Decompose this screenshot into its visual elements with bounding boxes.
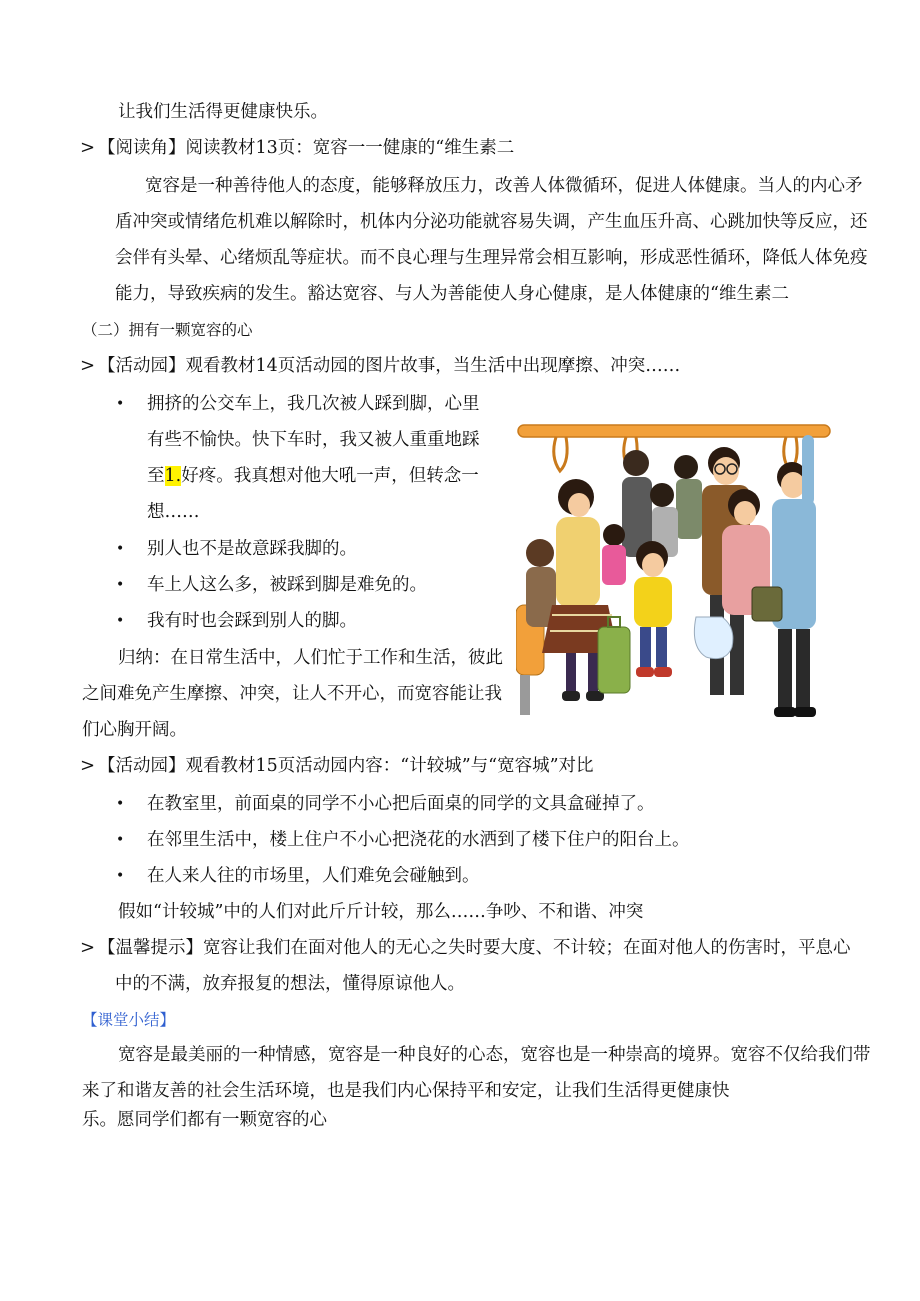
reading-line: 盾冲突或情绪危机难以解除时，机体内分泌功能就容易失调，产生血压升高、心跳加快等反应，还 xyxy=(115,212,868,232)
list-item: 在人来人往的市场里，人们难免会碰触到。 xyxy=(147,866,480,886)
arrow-marker: > xyxy=(80,755,96,776)
list-item: 我有时也会踩到别人的脚。 xyxy=(147,611,357,631)
summary-paragraph-line: 宽容是最美丽的一种情感，宽容是一种良好的心态，宽容也是一种崇高的境界。宽容不仅给我们带 xyxy=(118,1045,871,1065)
list-item: 车上人这么多，被踩到脚是难免的。 xyxy=(147,575,427,595)
tip-line: 中的不满，放弃报复的想法，懂得原谅他人。 xyxy=(115,974,465,994)
list-item: 在邻里生活中，楼上住户不小心把浇花的水洒到了楼下住户的阳台上。 xyxy=(147,830,690,850)
summary-line: 们心胸开阔。 xyxy=(82,720,187,740)
reading-line: 能力，导致疾病的发生。豁达宽容、与人为善能使人身心健康，是人体健康的“维生素二 xyxy=(115,284,789,304)
tip-line: 【温馨提示】宽容让我们在面对他人的无心之失时要大度、不计较；在面对他人的伤害时，平息心 xyxy=(98,938,851,958)
story-line: 有些不愉快。快下车时，我又被人重重地踩 xyxy=(147,430,480,450)
arrow-marker: > xyxy=(80,355,96,376)
summary-paragraph-line: 乐。愿同学们都有一颗宽容的心 xyxy=(82,1110,327,1130)
bullet-icon: • xyxy=(116,541,125,557)
bullet-icon: • xyxy=(116,577,125,593)
bullet-icon: • xyxy=(116,832,125,848)
summary-paragraph-line: 来了和谐友善的社会生活环境，也是我们内心保持平和安定，让我们生活得更健康快 xyxy=(82,1081,730,1101)
bullet-icon: • xyxy=(116,868,125,884)
story-line: 至1.好疼。我真想对他大吼一声，但转念一 xyxy=(147,466,479,486)
intro-line: 让我们生活得更健康快乐。 xyxy=(118,102,328,122)
highlight-mark: 1. xyxy=(164,466,182,486)
reading-heading: 【阅读角】阅读教材13页：宽容一一健康的“维生素二 xyxy=(98,138,515,158)
bullet-icon: • xyxy=(116,796,125,812)
arrow-marker: > xyxy=(80,937,96,958)
section-title: （二）拥有一颗宽容的心 xyxy=(82,321,253,339)
reading-line: 会伴有头晕、心绪烦乱等症状。而不良心理与生理异常会相互影响，形成恶性循环，降低人体免疫 xyxy=(115,248,868,268)
activity-heading: 【活动园】观看教材15页活动园内容：“计较城”与“宽容城”对比 xyxy=(98,756,594,776)
list-item: 别人也不是故意踩我脚的。 xyxy=(147,539,357,559)
activity-heading: 【活动园】观看教材14页活动园的图片故事，当生活中出现摩擦、冲突…… xyxy=(98,356,681,376)
crowded-bus-illustration xyxy=(516,405,834,723)
story-line: 想…… xyxy=(147,502,200,522)
bullet-icon: • xyxy=(116,396,125,412)
bullet-icon: • xyxy=(116,613,125,629)
summary-line: 归纳：在日常生活中，人们忙于工作和生活，彼此 xyxy=(118,648,503,668)
conclusion-line: 假如“计较城”中的人们对此斤斤计较，那么……争吵、不和谐、冲突 xyxy=(118,902,644,922)
summary-line: 之间难免产生摩擦、冲突，让人不开心，而宽容能让我 xyxy=(82,684,502,704)
reading-line: 宽容是一种善待他人的态度，能够释放压力，改善人体微循环，促进人体健康。当人的内心矛 xyxy=(145,176,863,196)
summary-title: 【课堂小结】 xyxy=(82,1011,176,1029)
arrow-marker: > xyxy=(80,137,96,158)
list-item: 在教室里，前面桌的同学不小心把后面桌的同学的文具盒碰掉了。 xyxy=(147,794,655,814)
story-line: 拥挤的公交车上，我几次被人踩到脚，心里 xyxy=(147,394,480,414)
